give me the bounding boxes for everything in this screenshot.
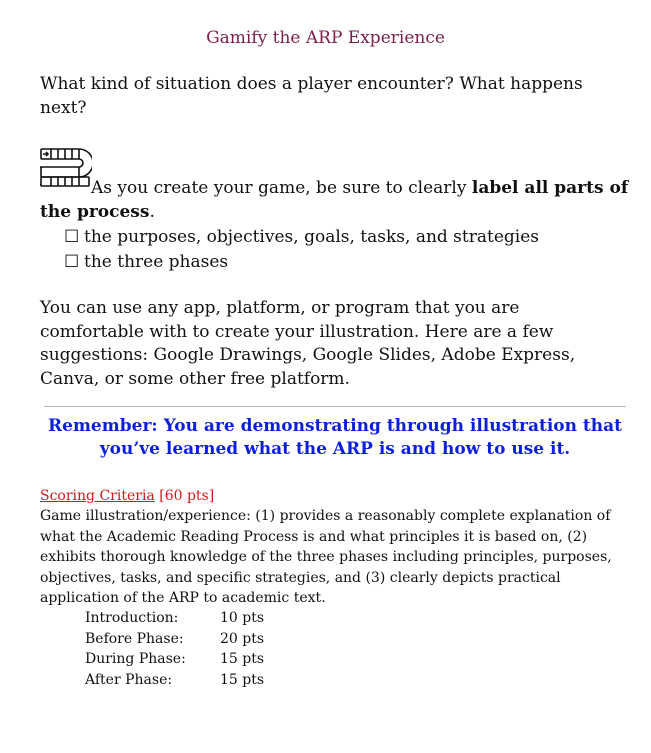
points-row xyxy=(85,649,630,669)
phase-name: Before Phase: xyxy=(85,630,184,647)
phase-name: After Phase: xyxy=(85,671,173,688)
scoring-header xyxy=(40,486,630,506)
scoring-criteria xyxy=(40,486,630,690)
checklist-item[interactable] xyxy=(64,250,539,275)
checklist xyxy=(64,225,539,275)
phase-name: During Phase: xyxy=(85,651,186,668)
label-instruction-bold: label all parts of the process xyxy=(40,178,629,222)
label-instruction-suffix: . xyxy=(149,202,155,222)
label-instruction xyxy=(40,176,630,224)
remember-callout: Remember: You are demonstrating through illustration that you’ve learned what the ARP is and how to use it. xyxy=(48,416,622,459)
checkbox-icon[interactable]: ☐ xyxy=(64,227,80,247)
phase-points: 20 pts xyxy=(220,630,265,647)
checklist-item-label: the three phases xyxy=(84,252,229,272)
phase-name: Introduction: xyxy=(85,610,179,627)
points-breakdown xyxy=(85,608,630,690)
phase-points: 10 pts xyxy=(220,610,265,627)
checklist-item[interactable] xyxy=(64,225,539,250)
prompt-question: What kind of situation does a player encounter? What happens next? xyxy=(40,74,583,118)
page-title: Gamify the ARP Experience xyxy=(206,28,445,48)
divider xyxy=(44,406,626,407)
points-row xyxy=(85,670,630,690)
scoring-total-points: [60 pts] xyxy=(159,488,215,504)
phase-points: 15 pts xyxy=(220,651,265,668)
scoring-criteria-link[interactable]: Scoring Criteria xyxy=(40,488,155,504)
points-row xyxy=(85,608,630,628)
points-row xyxy=(85,629,630,649)
checklist-item-label: the purposes, objectives, goals, tasks, and strategies xyxy=(84,227,539,247)
platforms-paragraph: You can use any app, platform, or program that you are comfortable with to create your illustration. Here are a few suggestions: Google Drawings, Google Slides, Adobe Express, Canva, or some other free platform. xyxy=(40,298,576,389)
phase-points: 15 pts xyxy=(220,671,265,688)
checkbox-icon[interactable]: ☐ xyxy=(64,252,80,272)
label-instruction-prefix: As you create your game, be sure to clearly xyxy=(91,178,472,198)
scoring-description: Game illustration/experience: (1) provides a reasonably complete explanation of what the Academic Reading Process is and what principles it is based on, (2) exhibits thorough knowledge of the three phases including principles, purposes, objectives, tasks, and specific strategies, and (3) clearly depicts practical application of the ARP to academic text. xyxy=(40,508,612,607)
